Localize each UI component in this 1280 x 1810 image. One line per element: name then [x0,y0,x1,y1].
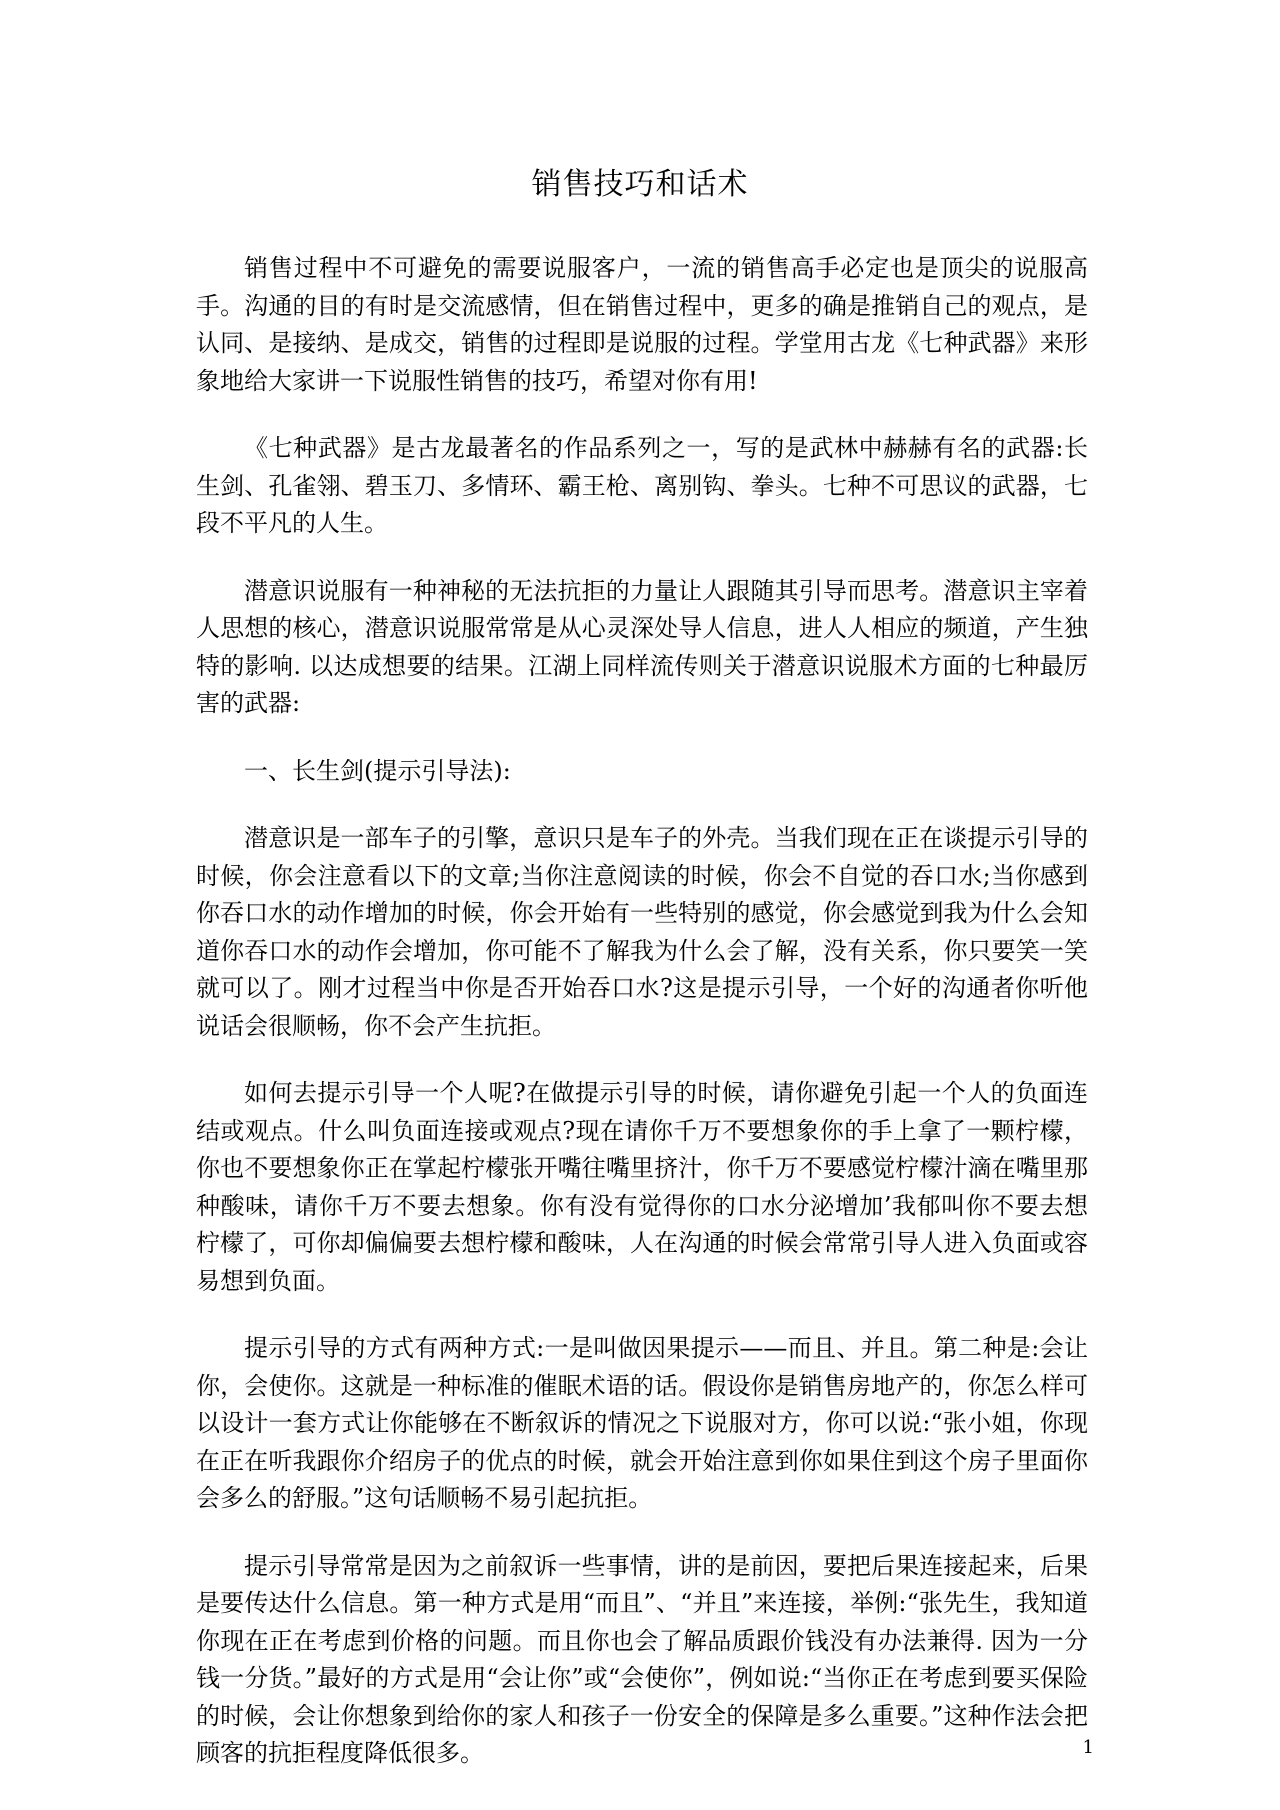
section-heading-changshengjian: 一、长生剑(提示引导法): [244,756,511,785]
paragraph-cause-effect: 提示引导常常是因为之前叙诉一些事情，讲的是前因，要把后果连接起来，后果是要传达什么信息。第一种方式是用“而且”、“并且”来连接，举例:“张先生，我知道你现在正在考虑到价格的问题。而且你也会了解品质跟价钱没有办法兼得. 因为一分钱一分货。”最好的方式是用“会让你”或“会使你”，例如说:“当你正在考虑到要买保险的时候，会让你想象到给你的家人和孩子一份安全的保障是多么重要。”这种作法会把顾客的抗拒程度降低很多。 [196,1551,1088,1767]
page-number: 1 [1082,1737,1094,1758]
paragraph-two-methods: 提示引导的方式有两种方式:一是叫做因果提示——而且、并且。第二种是:会让你，会使你。这就是一种标准的催眠术语的话。假设你是销售房地产的，你怎么样可以设计一套方式让你能够在不断叙诉的情况之下说服对方，你可以说:“张小姐，你现在正在听我跟你介绍房子的优点的时候，就会开始注意到你如果住到这个房子里面你会多么的舒服。”这句话顺畅不易引起抗拒。 [196,1334,1088,1512]
paragraph-engine-metaphor: 潜意识是一部车子的引擎，意识只是车子的外壳。当我们现在正在谈提示引导的时候，你会注意看以下的文章;当你注意阅读的时候，你会不自觉的吞口水;当你感到你吞口水的动作增加的时候，你会开始有一些特别的感觉，你会感觉到我为什么会知道你吞口水的动作会增加，你可能不了解我为什么会了解，没有关系，你只要笑一笑就可以了。刚才过程当中你是否开始吞口水?这是提示引导，一个好的沟通者你听他说话会很顺畅，你不会产生抗拒。 [196,824,1088,1040]
paragraph-lemon-example: 如何去提示引导一个人呢?在做提示引导的时候，请你避免引起一个人的负面连结或观点。什么叫负面连接或观点?现在请你千万不要想象你的手上拿了一颗柠檬，你也不要想象你正在掌起柠檬张开嘴往嘴里挤汁，你千万不要感觉柠檬汁滴在嘴里那种酸味，请你千万不要去想象。你有没有觉得你的口水分泌增加’我郁叫你不要去想柠檬了，可你却偏偏要去想柠檬和酸味，人在沟通的时候会常常引导人进入负面或容易想到负面。 [196,1079,1088,1295]
page-title: 销售技巧和话术 [531,167,749,202]
paragraph-intro: 销售过程中不可避免的需要说服客户，一流的销售高手必定也是顶尖的说服高手。沟通的目的有时是交流感情，但在销售过程中，更多的确是推销自己的观点，是认同、是接纳、是成交，销售的过程即是说服的过程。学堂用古龙《七种武器》来形象地给大家讲一下说服性销售的技巧，希望对你有用! [196,254,1088,395]
paragraph-seven-weapons: 《七种武器》是古龙最著名的作品系列之一，写的是武林中赫赫有名的武器:长生剑、孔雀翎、碧玉刀、多情环、霸王枪、离别钩、拳头。七种不可思议的武器，七段不平凡的人生。 [196,434,1088,537]
paragraph-subconscious: 潜意识说服有一种神秘的无法抗拒的力量让人跟随其引导而思考。潜意识主宰着人思想的核心，潜意识说服常常是从心灵深处导人信息，进人人相应的频道，产生独特的影响. 以达成想要的结果。江湖上同样流传则关于潜意识说服术方面的七种最厉害的武器: [196,576,1088,717]
document-body [196,250,1088,1803]
